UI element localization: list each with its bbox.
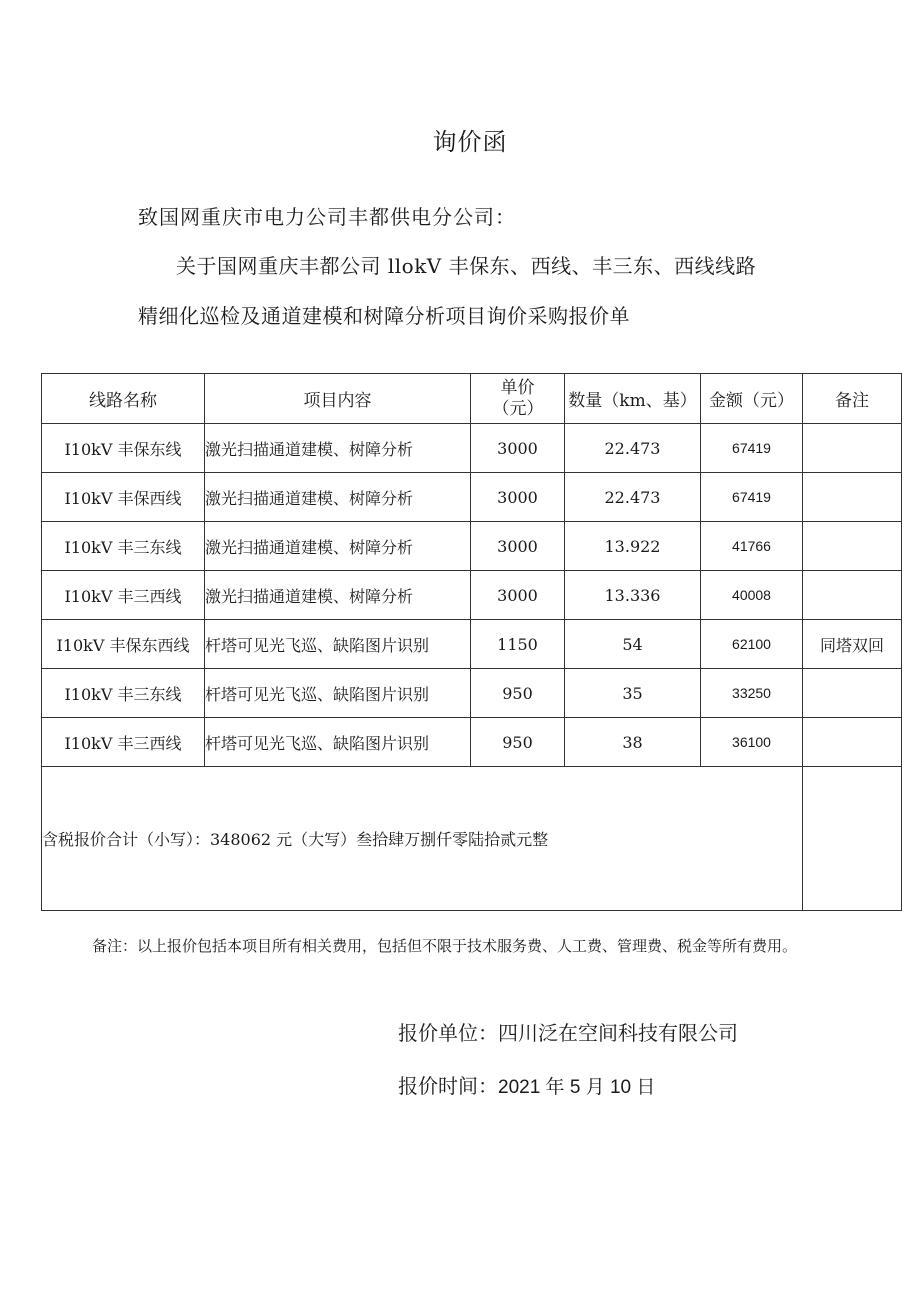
cell-quantity: 13.336 [565, 571, 701, 620]
table-row [42, 522, 902, 571]
quote-time-value: 2021 年 5 月 10 日 [498, 1077, 656, 1098]
header-note: 备注 [803, 374, 902, 424]
cell-content: 杆塔可见光飞巡、缺陷图片识别 [205, 718, 471, 767]
cell-unit-price: 950 [471, 718, 565, 767]
total-note-cell [803, 767, 902, 911]
table-row [42, 473, 902, 522]
quote-time-label: 报价时间： [398, 1074, 498, 1098]
cell-note [803, 522, 902, 571]
cell-amount: 67419 [701, 473, 803, 522]
table-row [42, 571, 902, 620]
quote-unit-label: 报价单位： [398, 1021, 498, 1045]
header-unit-price-text: 单价（元） [492, 377, 544, 419]
cell-line-name: I10kV 丰保东西线 [42, 620, 205, 669]
cell-amount: 67419 [701, 424, 803, 473]
cell-content: 激光扫描通道建模、树障分析 [205, 473, 471, 522]
cell-quantity: 22.473 [565, 424, 701, 473]
quote-unit-line [398, 1017, 738, 1046]
cell-line-name: I10kV 丰保西线 [42, 473, 205, 522]
header-quantity: 数量（km、基） [565, 374, 701, 424]
cell-note: 同塔双回 [803, 620, 902, 669]
cell-line-name: I10kV 丰三西线 [42, 718, 205, 767]
cell-unit-price: 3000 [471, 424, 565, 473]
cell-amount: 41766 [701, 522, 803, 571]
header-content: 项目内容 [205, 374, 471, 424]
cell-amount: 40008 [701, 571, 803, 620]
header-line-name: 线路名称 [42, 374, 205, 424]
subject-line-1: 关于国网重庆丰都公司 llokV 丰保东、西线、丰三东、西线线路 [176, 254, 757, 278]
cell-amount: 62100 [701, 620, 803, 669]
cell-note [803, 718, 902, 767]
header-amount: 金额（元） [701, 374, 803, 424]
footnote: 备注：以上报价包括本项目所有相关费用，包括但不限于技术服务费、人工费、管理费、税金等所有费用。 [92, 937, 798, 955]
cell-amount: 36100 [701, 718, 803, 767]
table-row [42, 669, 902, 718]
cell-note [803, 424, 902, 473]
quote-time-line [398, 1070, 655, 1099]
header-unit-price [471, 374, 565, 424]
cell-note [803, 571, 902, 620]
cell-line-name: I10kV 丰三东线 [42, 669, 205, 718]
cell-quantity: 54 [565, 620, 701, 669]
cell-line-name: I10kV 丰三东线 [42, 522, 205, 571]
cell-note [803, 473, 902, 522]
table-row [42, 620, 902, 669]
cell-amount: 33250 [701, 669, 803, 718]
table-row [42, 424, 902, 473]
cell-unit-price: 3000 [471, 571, 565, 620]
document-title: 询价函 [432, 128, 508, 156]
cell-unit-price: 950 [471, 669, 565, 718]
cell-line-name: I10kV 丰三西线 [42, 571, 205, 620]
cell-quantity: 35 [565, 669, 701, 718]
total-amount-text: 含税报价合计（小写）：348062 元（大写）叁拾肆万捌仟零陆拾贰元整 [42, 767, 803, 911]
cell-note [803, 669, 902, 718]
cell-quantity: 38 [565, 718, 701, 767]
cell-line-name: I10kV 丰保东线 [42, 424, 205, 473]
quotation-table [41, 373, 902, 911]
total-row [42, 767, 902, 911]
table-row [42, 718, 902, 767]
cell-content: 杆塔可见光飞巡、缺陷图片识别 [205, 620, 471, 669]
cell-content: 杆塔可见光飞巡、缺陷图片识别 [205, 669, 471, 718]
subject-line-2: 精细化巡检及通道建模和树障分析项目询价采购报价单 [138, 304, 630, 328]
cell-quantity: 13.922 [565, 522, 701, 571]
cell-content: 激光扫描通道建模、树障分析 [205, 571, 471, 620]
cell-content: 激光扫描通道建模、树障分析 [205, 424, 471, 473]
addressee: 致国网重庆市电力公司丰都供电分公司： [138, 205, 516, 229]
cell-unit-price: 1150 [471, 620, 565, 669]
cell-quantity: 22.473 [565, 473, 701, 522]
table-header-row [42, 374, 902, 424]
cell-unit-price: 3000 [471, 473, 565, 522]
quote-unit-value: 四川泛在空间科技有限公司 [498, 1021, 738, 1045]
cell-unit-price: 3000 [471, 522, 565, 571]
cell-content: 激光扫描通道建模、树障分析 [205, 522, 471, 571]
